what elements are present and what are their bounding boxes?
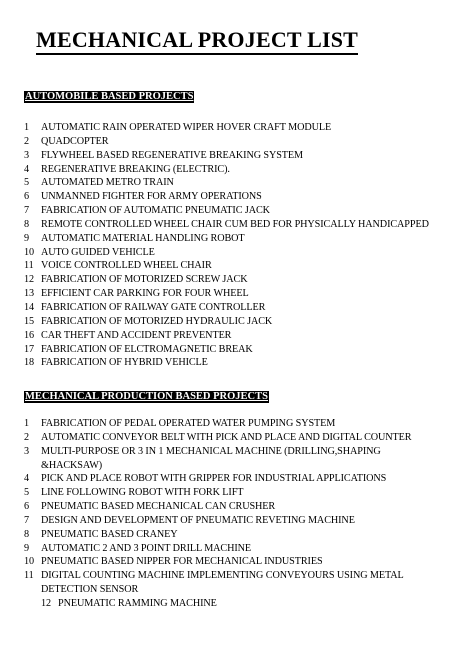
list-item (24, 569, 464, 597)
list-item (24, 431, 464, 445)
list-item (24, 500, 464, 514)
item-text: AUTOMATIC 2 AND 3 POINT DRILL MACHINE (41, 542, 252, 554)
list-item (24, 555, 464, 569)
item-number: 6 (24, 191, 29, 203)
list-item (24, 287, 464, 301)
item-number: 12 (24, 274, 34, 286)
item-number: 2 (24, 135, 29, 147)
list-item (24, 486, 464, 500)
section-heading-automobile: AUTOMOBILE BASED PROJECTS (25, 91, 194, 102)
item-number: 12 (41, 597, 51, 609)
item-text: REMOTE CONTROLLED WHEEL CHAIR CUM BED FOR PHYSICALLY HANDICAPPED (41, 218, 429, 230)
item-number: 15 (24, 315, 34, 327)
list-item (24, 417, 464, 431)
list-item (24, 190, 464, 204)
item-text: FABRICATION OF MOTORIZED SCREW JACK (41, 274, 248, 286)
item-number: 3 (24, 445, 29, 457)
production-project-list (24, 417, 464, 611)
item-text: VOICE CONTROLLED WHEEL CHAIR (41, 260, 212, 272)
section-heading-production: MECHANICAL PRODUCTION BASED PROJECTS (25, 391, 268, 402)
item-number: 5 (24, 487, 29, 499)
item-text: AUTOMATIC MATERIAL HANDLING ROBOT (41, 232, 245, 244)
item-text: AUTOMATIC CONVEYOR BELT WITH PICK AND PLACE AND DIGITAL COUNTER (41, 431, 412, 443)
list-item (24, 163, 464, 177)
item-number: 4 (24, 473, 29, 485)
list-item (24, 135, 464, 149)
item-text: PNEUMATIC BASED CRANEY (41, 528, 178, 540)
item-text: FABRICATION OF ELCTROMAGNETIC BREAK (41, 343, 253, 355)
item-text: AUTO GUIDED VEHICLE (41, 246, 155, 258)
item-text: AUTOMATED METRO TRAIN (41, 177, 174, 189)
list-item (24, 329, 464, 343)
item-number: 4 (24, 163, 29, 175)
item-number: 1 (24, 122, 29, 133)
item-number: 6 (24, 501, 29, 513)
item-text: CAR THEFT AND ACCIDENT PREVENTER (41, 329, 232, 341)
list-item (24, 273, 464, 287)
item-number: 17 (24, 343, 34, 355)
list-item (24, 301, 464, 315)
item-number: 1 (24, 418, 29, 429)
item-text: UNMANNED FIGHTER FOR ARMY OPERATIONS (41, 191, 262, 203)
list-item (24, 259, 464, 273)
item-number: 11 (24, 260, 34, 272)
list-item (24, 445, 464, 473)
item-number: 5 (24, 177, 29, 189)
item-number: 16 (24, 329, 34, 341)
item-text: REGENERATIVE BREAKING (ELECTRIC). (41, 163, 230, 175)
item-text: FABRICATION OF AUTOMATIC PNEUMATIC JACK (41, 205, 270, 217)
item-number: 11 (24, 570, 34, 582)
item-text: PICK AND PLACE ROBOT WITH GRIPPER FOR INDUSTRIAL APPLICATIONS (41, 473, 387, 485)
list-item (24, 149, 464, 163)
item-number: 9 (24, 232, 29, 244)
list-item (24, 514, 464, 528)
item-text: QUADCOPTER (41, 135, 109, 147)
item-text: EFFICIENT CAR PARKING FOR FOUR WHEEL (41, 288, 249, 300)
item-text: FABRICATION OF PEDAL OPERATED WATER PUMPING SYSTEM (41, 418, 336, 429)
list-item (24, 176, 464, 190)
item-text: FABRICATION OF RAILWAY GATE CONTROLLER (41, 301, 266, 313)
item-text: MULTI-PURPOSE OR 3 IN 1 MECHANICAL MACHINE (DRILLING,SHAPING &HACKSAW) (41, 445, 381, 471)
item-text: DIGITAL COUNTING MACHINE IMPLEMENTING CONVEYOURS USING METAL DETECTION SENSOR (41, 570, 404, 596)
list-item (24, 528, 464, 542)
item-text: PNEUMATIC BASED MECHANICAL CAN CRUSHER (41, 501, 276, 513)
item-text: DESIGN AND DEVELOPMENT OF PNEUMATIC REVETING MACHINE (41, 514, 355, 526)
list-item (24, 232, 464, 246)
list-item (24, 204, 464, 218)
item-number: 9 (24, 542, 29, 554)
item-number: 10 (24, 246, 34, 258)
list-item (24, 121, 464, 135)
list-item (24, 597, 464, 611)
list-item (24, 246, 464, 260)
item-number: 13 (24, 288, 34, 300)
automobile-project-list (24, 121, 464, 370)
list-item (24, 542, 464, 556)
list-item (24, 356, 464, 370)
item-number: 7 (24, 205, 29, 217)
item-number: 8 (24, 218, 29, 230)
item-text: PNEUMATIC BASED NIPPER FOR MECHANICAL INDUSTRIES (41, 556, 323, 568)
item-number: 3 (24, 149, 29, 161)
item-number: 18 (24, 357, 34, 369)
list-item (24, 218, 464, 232)
item-number: 7 (24, 514, 29, 526)
page-title: MECHANICAL PROJECT LIST (36, 28, 358, 55)
item-number: 14 (24, 301, 34, 313)
item-text: PNEUMATIC RAMMING MACHINE (58, 597, 217, 609)
item-number: 8 (24, 528, 29, 540)
item-text: AUTOMATIC RAIN OPERATED WIPER HOVER CRAFT MODULE (41, 122, 332, 133)
item-number: 10 (24, 556, 34, 568)
list-item (24, 472, 464, 486)
item-text: FLYWHEEL BASED REGENERATIVE BREAKING SYSTEM (41, 149, 303, 161)
list-item (24, 343, 464, 357)
item-text: FABRICATION OF HYBRID VEHICLE (41, 357, 208, 369)
list-item (24, 315, 464, 329)
item-number: 2 (24, 431, 29, 443)
item-text: FABRICATION OF MOTORIZED HYDRAULIC JACK (41, 315, 273, 327)
item-text: LINE FOLLOWING ROBOT WITH FORK LIFT (41, 487, 244, 499)
